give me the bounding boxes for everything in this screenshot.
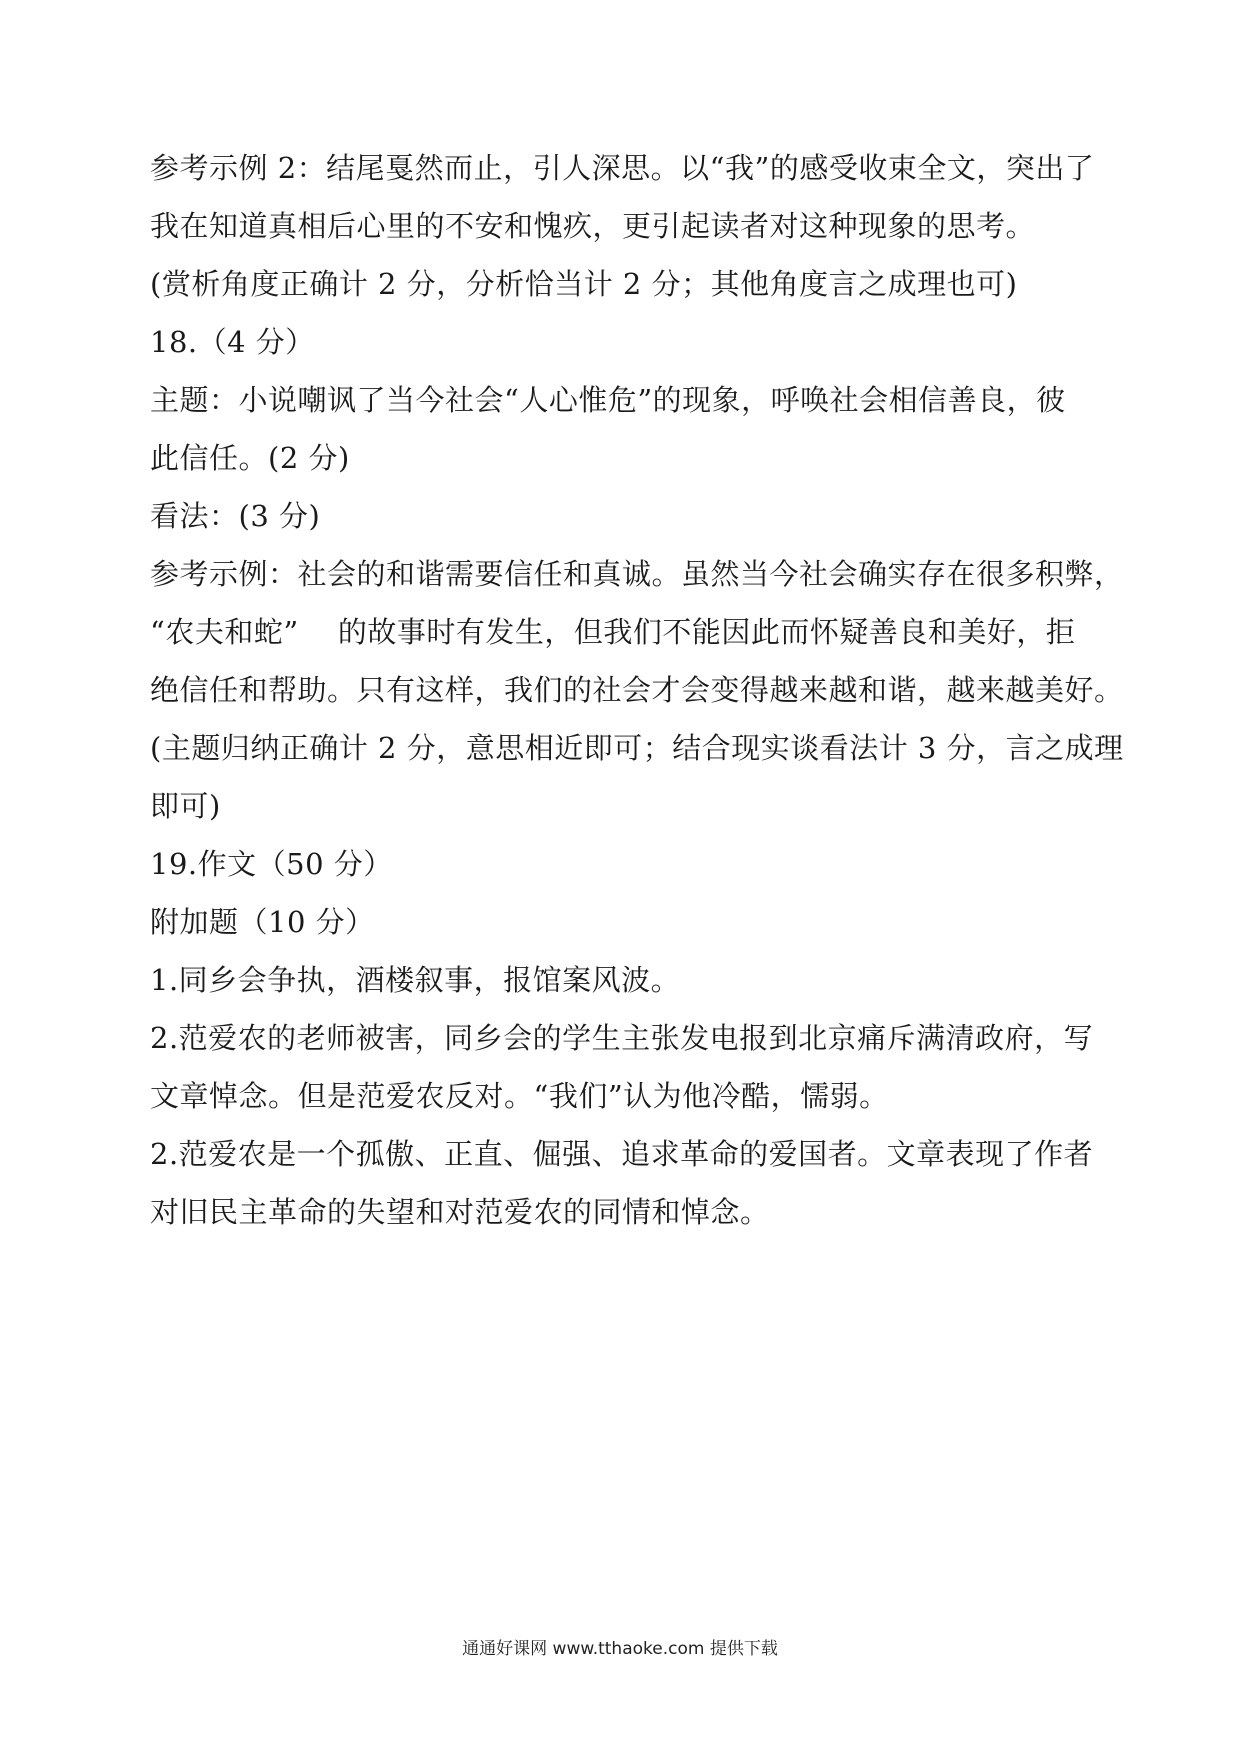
- text-line: (赏析角度正确计 2 分，分析恰当计 2 分；其他角度言之成理也可): [150, 267, 1018, 301]
- text-line: 2.范爱农的老师被害，同乡会的学生主张发电报到北京痛斥满清政府，写: [150, 1021, 1094, 1055]
- text-line: 对旧民主革命的失望和对范爱农的同情和悼念。: [150, 1195, 770, 1229]
- text-line: 即可): [150, 789, 221, 823]
- text-line: 参考示例：社会的和谐需要信任和真诚。虽然当今社会确实存在很多积弊，: [150, 557, 1124, 591]
- text-line: 1.同乡会争执，酒楼叙事，报馆案风波。: [150, 963, 681, 997]
- text-line: “农夫和蛇” 的故事时有发生，但我们不能因此而怀疑善良和美好，拒: [150, 615, 1076, 649]
- text-line: 我在知道真相后心里的不安和愧疚，更引起读者对这种现象的思考。: [150, 209, 1036, 243]
- footer-watermark-text: 通通好课网 www.tthaoke.com 提供下载: [462, 1639, 778, 1659]
- text-line: 参考示例 2：结尾戛然而止，引人深思。以“我”的感受收束全文，突出了: [150, 151, 1095, 185]
- text-line: 19.作文（50 分）: [150, 847, 393, 881]
- text-line: 附加题（10 分）: [150, 905, 375, 939]
- text-line: (主题归纳正确计 2 分，意思相近即可；结合现实谈看法计 3 分，言之成理: [150, 731, 1124, 765]
- text-line: 18.（4 分）: [150, 325, 315, 359]
- text-line: 此信任。(2 分): [150, 441, 350, 475]
- text-line: 文章悼念。但是范爱农反对。“我们”认为他冷酷，懦弱。: [150, 1079, 889, 1113]
- text-line: 看法：(3 分): [150, 499, 321, 533]
- text-line: 2.范爱农是一个孤傲、正直、倔强、追求革命的爱国者。文章表现了作者: [150, 1137, 1094, 1171]
- text-line: 主题：小说嘲讽了当今社会“人心惟危”的现象，呼唤社会相信善良，彼: [150, 383, 1066, 417]
- text-line: 绝信任和帮助。只有这样，我们的社会才会变得越来越和谐，越来越美好。: [150, 673, 1124, 707]
